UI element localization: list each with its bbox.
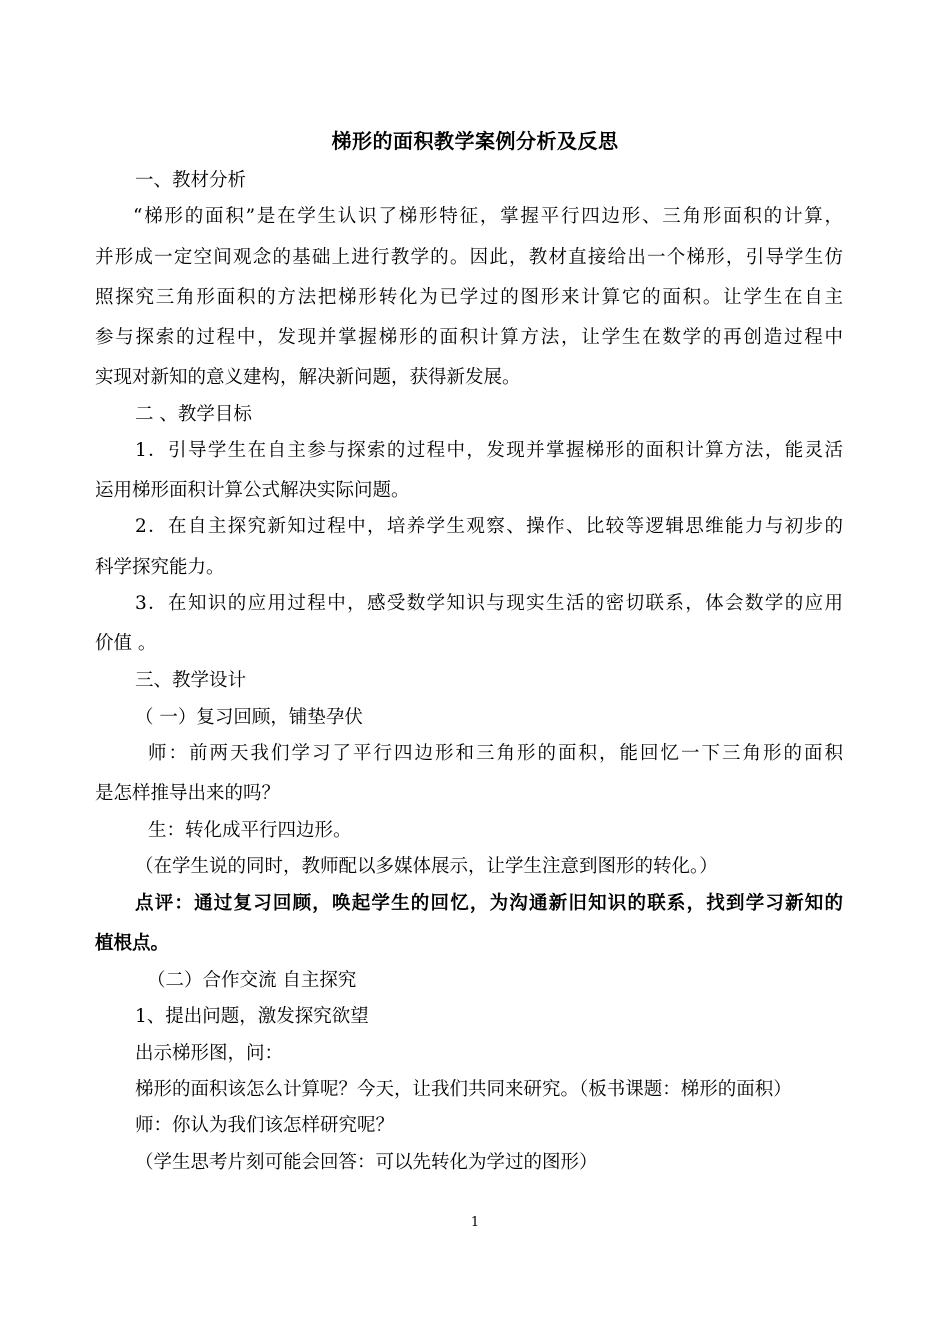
dialogue-line: 生：转化成平行四边形。: [148, 820, 352, 841]
goal-2-line: 2．在自主探究新知过程中，培养学生观察、操作、比较等逻辑思维能力与初步的: [135, 516, 843, 537]
dialogue-line: 师：前两天我们学习了平行四边形和三角形的面积，能回忆一下三角形的面积: [148, 743, 843, 764]
dialogue-line: 师：你认为我们该怎样研究呢？: [135, 1115, 395, 1136]
paragraph-line: “梯形的面积”是在学生认识了梯形特征，掌握平行四边形、三角形面积的计算，: [133, 206, 843, 227]
heading-textbook-analysis: 一、教材分析: [135, 170, 247, 191]
goal-3-line: 3．在知识的应用过程中，感受数学知识与现实生活的密切联系，体会数学的应用: [135, 593, 843, 614]
heading-teaching-design: 三、教学设计: [135, 670, 247, 691]
comment-line: 点评：通过复习回顾，唤起学生的回忆，为沟通新旧知识的联系，找到学习新知的: [135, 893, 843, 914]
dialogue-line: 是怎样推导出来的吗？: [95, 783, 281, 804]
paragraph-line: 参与探索的过程中，发现并掌握梯形的面积计算方法，让学生在数学的再创造过程中: [95, 327, 843, 348]
goal-1-line: 1．引导学生在自主参与探索的过程中，发现并掌握梯形的面积计算方法，能灵活: [135, 440, 843, 461]
heading-teaching-goals: 二 、教学目标: [135, 404, 252, 425]
paragraph-line: 出示梯形图，问：: [135, 1043, 284, 1064]
subheading-cooperation: （二）合作交流 自主探究: [147, 970, 357, 991]
paragraph-line: 梯形的面积该怎么计算呢？今天，让我们共同来研究。（板书课题：梯形的面积）: [135, 1079, 792, 1100]
subheading-review: （ 一）复习回顾，铺垫孕伏: [135, 707, 363, 728]
list-item: 1、提出问题，激发探究欲望: [135, 1006, 369, 1027]
paragraph-line: 照探究三角形面积的方法把梯形转化为已学过的图形来计算它的面积。让学生在自主: [95, 287, 843, 308]
goal-2-line: 科学探究能力。: [95, 557, 225, 578]
paragraph-line: 实现对新知的意义建构，解决新问题，获得新发展。: [95, 367, 521, 388]
goal-3-line: 价值 。: [95, 633, 157, 654]
paragraph-line: 并形成一定空间观念的基础上进行教学的。因此，教材直接给出一个梯形，引导学生仿: [95, 247, 843, 268]
comment-line: 植根点。: [95, 933, 170, 954]
goal-1-line: 运用梯形面积计算公式解决实际问题。: [95, 480, 410, 501]
page-number: 1: [470, 1215, 480, 1230]
dialogue-line: （学生思考片刻可能会回答：可以先转化为学过的图形）: [135, 1152, 598, 1173]
document-title: 梯形的面积教学案例分析及反思: [331, 129, 619, 153]
dialogue-line: （在学生说的同时，教师配以多媒体展示，让学生注意到图形的转化。）: [135, 856, 718, 877]
